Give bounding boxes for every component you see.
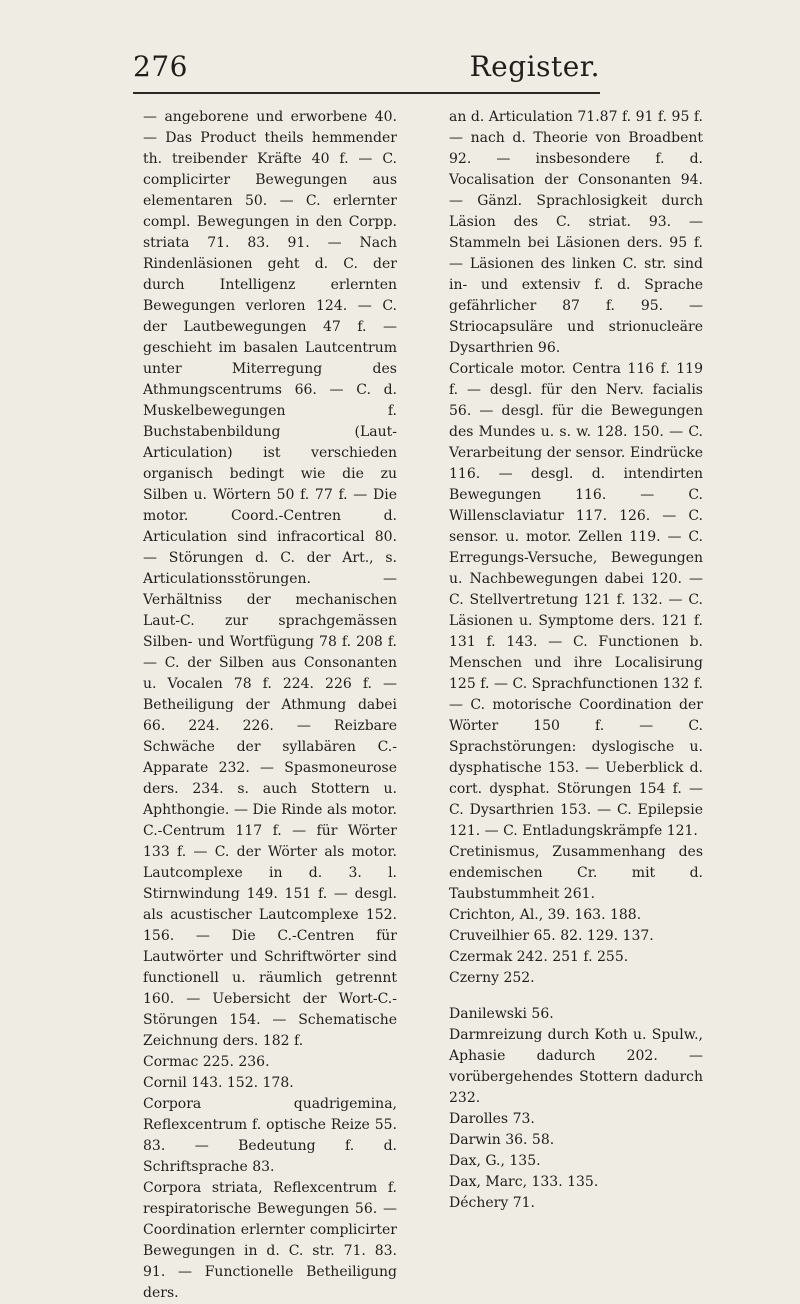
right-column [449, 107, 703, 1211]
index-entry-czermak: Czermak 242. 251 f. 255. [449, 949, 629, 965]
index-entry-dechery: Déchery 71. [449, 1195, 535, 1211]
index-entry-corpora-quadrigemina: Corpora quadrigemina, Reflexcentrum f. optische Reize 55. 83. — Bedeutung f. d. Schriftsprache 83. [143, 1096, 397, 1175]
header-rule [133, 92, 600, 94]
index-entry-crichton: Crichton, Al., 39. 163. 188. [449, 907, 642, 923]
index-entry-dax-g: Dax, G., 135. [449, 1153, 541, 1169]
index-columns [143, 107, 703, 1301]
page-title: Register. [469, 49, 600, 83]
index-entry-darmreizung: Darmreizung durch Koth u. Spulw., Aphasie dadurch 202. — vorübergehendes Stottern dadurch 232. [449, 1027, 703, 1106]
index-entry-cornil: Cornil 143. 152. 178. [143, 1075, 294, 1091]
index-entry-coordination: — angeborene und erworbene 40. — Das Product theils hemmender th. treibender Kräfte 40 f. — C. complicirter Bewegungen aus elementaren 50. — C. erlernter compl. Bewegungen in den Corpp. striata 71. 83. 91. — Nach Rindenläsionen geht d. C. der durch Intelligenz erlernten Bewegungen verloren 124. — C. der Lautbewegungen 47 f. — geschieht im basalen Lautcentrum unter Miterregung des Athmungscentrums 66. — C. d. Muskelbewegungen f. Buchstabenbildung (Laut-Articulation) ist verschieden organisch bedingt wie die zu Silben u. Wörtern 50 f. 77 f. — Die motor. Coord.-Centren d. Articulation sind infracortical 80. — Störungen d. C. der Art., s. Articulationsstörungen. — Verhältniss der mechanischen Laut-C. zur sprachgemässen Silben- und Wortfügung 78 f. 208 f. — C. der Silben aus Consonanten u. Vocalen 78 f. 224. 226 f. — Betheiligung der Athmung dabei 66. 224. 226. — Reizbare Schwäche der syllabären C.-Apparate 232. — Spasmoneurose ders. 234. s. auch Stottern u. Aphthongie. — Die Rinde als motor. C.-Centrum 117 f. — für Wörter 133 f. — C. der Wörter als motor. Lautcomplexe in d. 3. l. Stirnwindung 149. 151 f. — desgl. als acustischer Lautcomplexe 152. 156. — Die C.-Centren für Lautwörter und Schriftwörter sind functionell u. räumlich getrennt 160. — Uebersicht der Wort-C.-Störungen 154. — Schematische Zeichnung ders. 182 f. [143, 109, 397, 1049]
index-entry-darolles: Darolles 73. [449, 1111, 535, 1127]
index-entry-corpora-striata: Corpora striata, Reflexcentrum f. respiratorische Bewegungen 56. — Coordination erlernter complicirter Bewegungen in d. C. str. 71. 83. 91. — Functionelle Betheiligung ders. [143, 1180, 397, 1301]
index-entry-darwin: Darwin 36. 58. [449, 1132, 555, 1148]
index-entry-czerny: Czerny 252. [449, 970, 535, 986]
index-entry-dax-marc: Dax, Marc, 133. 135. [449, 1174, 599, 1190]
page-header [133, 46, 600, 86]
index-entry-corticale-motor: Corticale motor. Centra 116 f. 119 f. — desgl. für den Nerv. facialis 56. — desgl. für die Bewegungen des Mundes u. s. w. 128. 150. — C. Verarbeitung der sensor. Eindrücke 116. — desgl. d. intendirten Bewegungen 116. — C. Willensclaviatur 117. 126. — C. sensor. u. motor. Zellen 119. — C. Erregungs-Versuche, Bewegungen u. Nachbewegungen dabei 120. — C. Stellvertretung 121 f. 132. — C. Läsionen u. Symptome ders. 121 f. 131 f. 143. — C. Functionen b. Menschen und ihre Localisirung 125 f. — C. Sprachfunctionen 132 f. — C. motorische Coordination der Wörter 150 f. — C. Sprachstörungen: dyslogische u. dysphatische 153. — Ueberblick d. cort. dysphat. Störungen 154 f. — C. Dysarthrien 153. — C. Epilepsie 121. — C. Entladungskrämpfe 121. [449, 361, 703, 839]
index-entry-cretinismus: Cretinismus, Zusammenhang des endemischen Cr. mit d. Taubstummheit 261. [449, 844, 703, 902]
index-entry-cormac: Cormac 225. 236. [143, 1054, 270, 1070]
index-entry-cruveilhier: Cruveilhier 65. 82. 129. 137. [449, 928, 654, 944]
index-entry-continued: an d. Articulation 71.87 f. 91 f. 95 f. — nach d. Theorie von Broadbent 92. — insbesondere f. d. Vocalisation der Consonanten 94. — Gänzl. Sprachlosigkeit durch Läsion des C. striat. 93. — Stammeln bei Läsionen ders. 95 f. — Läsionen des linken C. str. sind in- und extensiv f. d. Sprache gefährlicher 87 f. 95. — Striocapsuläre und strionucleäre Dysarthrien 96. [449, 109, 703, 356]
index-entry-danilewski: Danilewski 56. [449, 1006, 554, 1022]
page-number: 276 [133, 49, 188, 83]
left-column [143, 107, 397, 1301]
